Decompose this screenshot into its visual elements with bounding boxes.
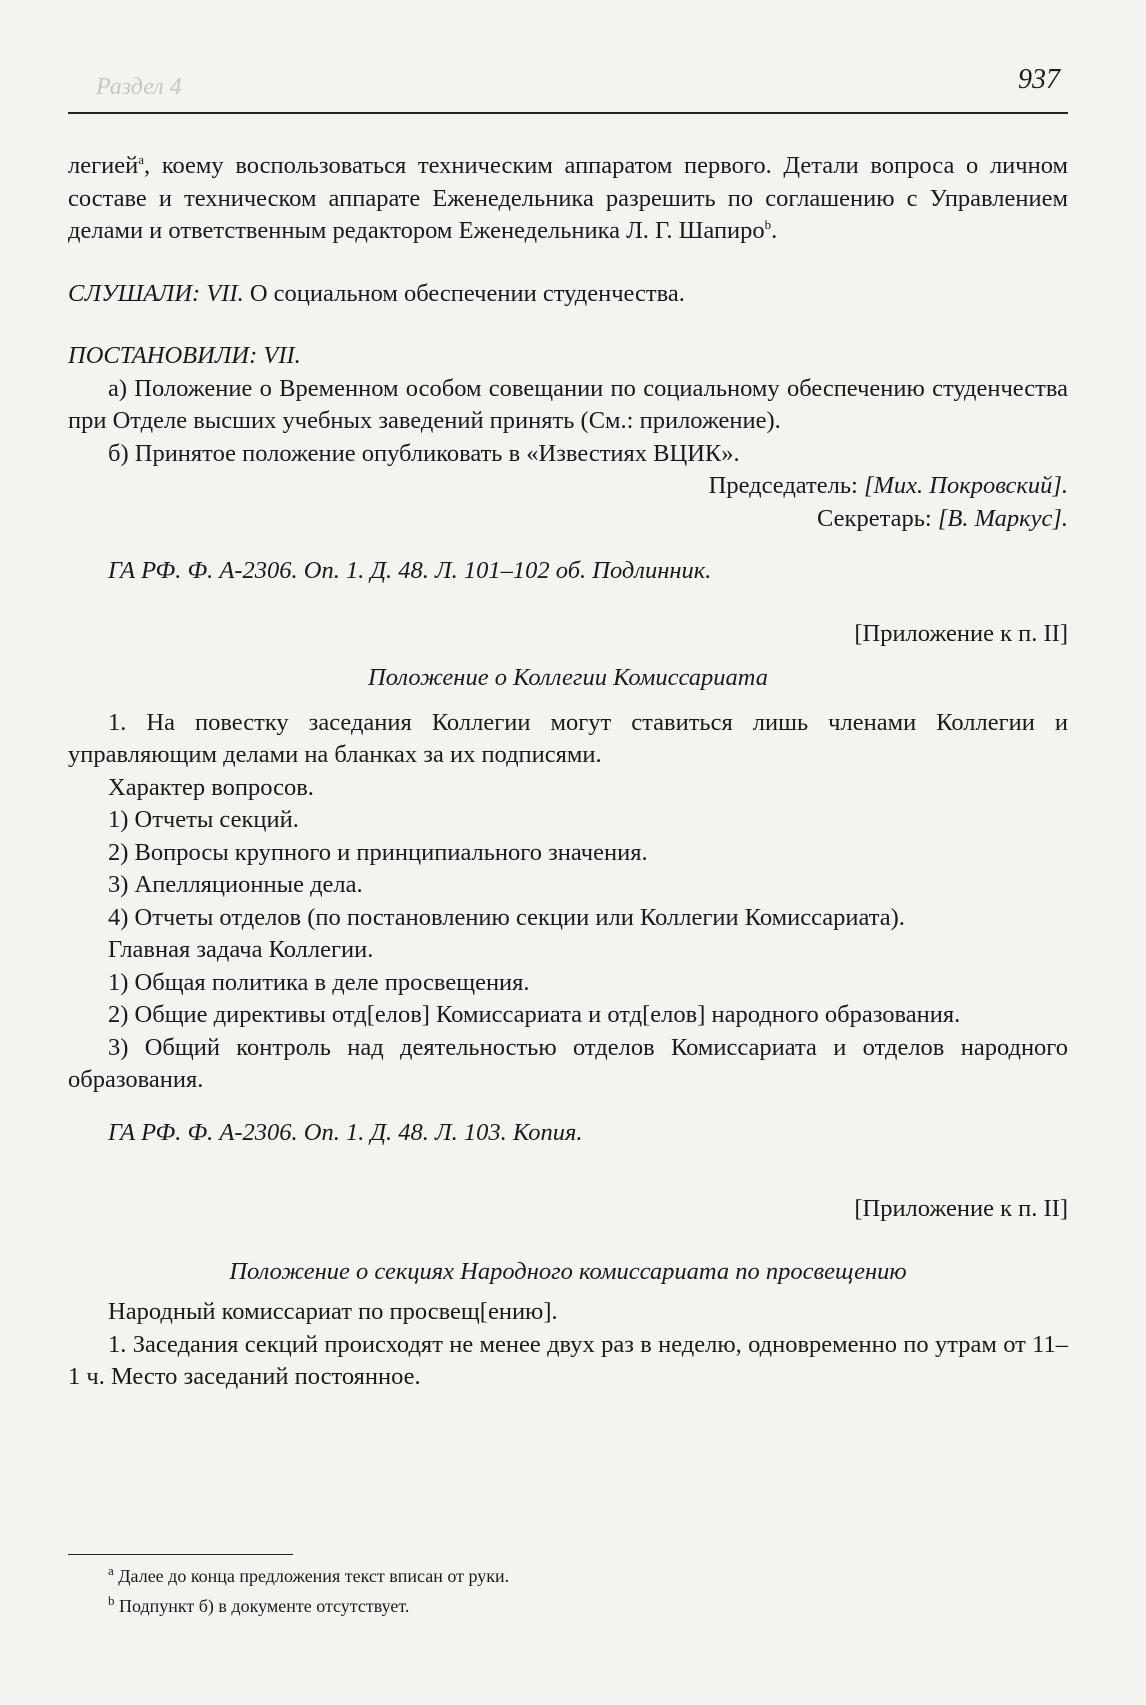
appendix-label-1: [Приложение к п. II] [854, 619, 1068, 647]
section-title-collegium: Положение о Коллегии Комиссариата [368, 664, 768, 691]
question-item: 2) Вопросы крупного и принципиального значения. [108, 838, 648, 866]
task-item: 3) Общий контроль над деятельностью отделов Комиссариата и отделов народного образования. [68, 1033, 1068, 1093]
footnote-a: $^a$ Далее до конца предложения текст вписан от руки. [108, 1563, 510, 1586]
question-item: 4) Отчеты отделов (по постановлению секции или Коллегии Комиссариата). [108, 903, 905, 931]
section-title-sections: Положение о секциях Народного комиссариата по просвещению [229, 1257, 907, 1285]
task-item: 1) Общая политика в деле просвещения. [108, 968, 530, 996]
question-item: 1) Отчеты секций. [108, 806, 299, 833]
main-text [68, 150, 1068, 1394]
running-head: Раздел 4 [96, 74, 182, 100]
footnote-b: $^b$ Подпункт б) в документе отсутствует. [108, 1593, 410, 1616]
appendix-label-2: [Приложение к п. II] [854, 1195, 1068, 1222]
question-item: 3) Апелляционные дела. [108, 871, 363, 898]
paragraph-continuation: легией$^a$, коему воспользоваться техническим аппаратом первого. Детали вопроса о личном составе и техническом аппарате Еженедельника разрешить по соглашению с Управлением делами и ответственным редактором Еженедельника Л. Г. Шапиро$^b$. [68, 151, 1068, 244]
archive-source-2: ГА РФ. Ф. А-2306. Оп. 1. Д. 48. Л. 103. Копия. [108, 1118, 583, 1146]
task-item: 2) Общие директивы отд[елов] Комиссариата и отд[елов] народного образования. [108, 1001, 961, 1028]
resolution-b: б) Принятое положение опубликовать в «Известиях ВЦИК». [108, 439, 740, 467]
questions-heading: Характер вопросов. [108, 773, 314, 801]
tasks-heading: Главная задача Коллегии. [108, 936, 374, 963]
archive-source-1: ГА РФ. Ф. А-2306. Оп. 1. Д. 48. Л. 101–102 об. Подлинник. [108, 557, 712, 584]
secretary-signature: Секретарь: [В. Маркус]. [817, 504, 1068, 532]
footnotes [68, 1554, 1068, 1621]
heard-line: СЛУШАЛИ: VII. О социальном обеспечении студенчества. [68, 279, 685, 307]
commissariat-line: Народный комиссариат по просвещ[ению]. [108, 1298, 558, 1325]
chairman-signature: Председатель: [Мих. Покровский]. [708, 472, 1068, 499]
resolved-label: ПОСТАНОВИЛИ: VII. [68, 342, 301, 369]
footnote-ref-b: b [764, 216, 772, 232]
heard-label: СЛУШАЛИ: VII. [68, 279, 244, 307]
footnote-divider [68, 1554, 293, 1555]
item-sessions: 1. Заседания секций происходят не менее двух раз в неделю, одновременно по утрам от 11–1 ч. Место заседаний постоянное. [68, 1330, 1068, 1390]
item-agenda: 1. На повестку заседания Коллегии могут ставиться лишь членами Коллегии и управляющим делами на бланках за их подписями. [68, 708, 1068, 768]
footnote-ref-a: a [138, 151, 145, 167]
resolution-a: а) Положение о Временном особом совещании по социальному обеспечению студенчества при Отделе высших учебных заведений принять (См.: приложение). [68, 374, 1068, 434]
page-number: 937 [1018, 64, 1060, 95]
page-header [68, 60, 1068, 114]
